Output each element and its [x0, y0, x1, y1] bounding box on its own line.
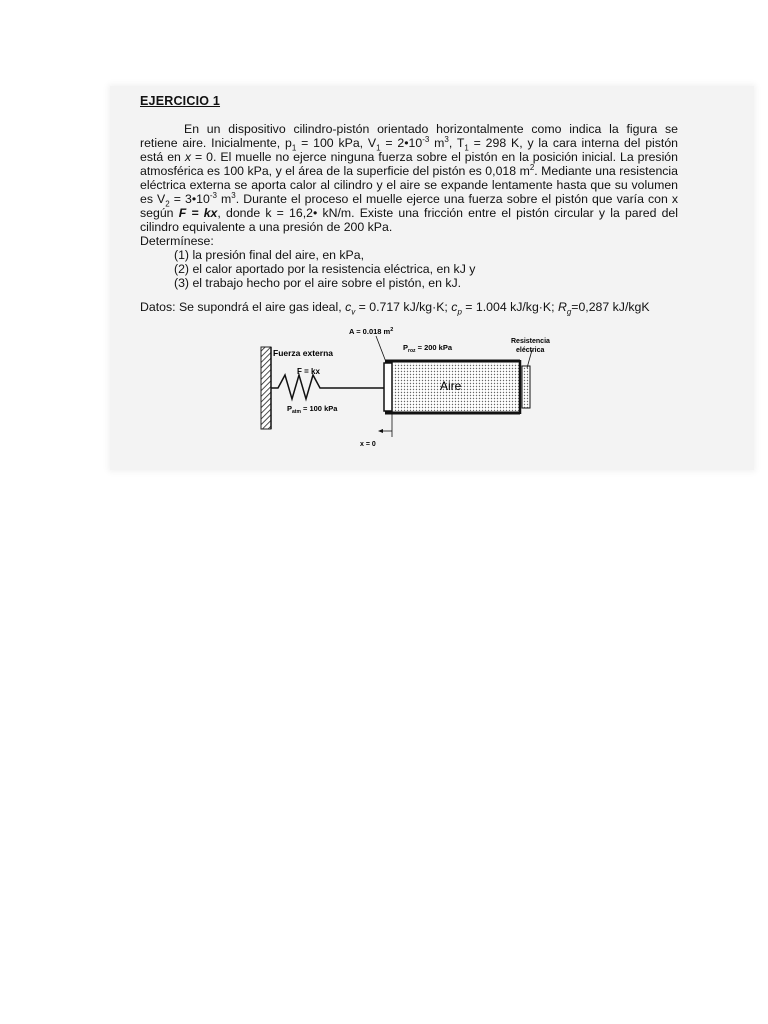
- statement-line-7: según F = kx, donde k = 16,2• kN/m. Existe una fricción entre el pistón circular y la pared del: [140, 206, 678, 220]
- statement-line-5: eléctrica externa se aporta calor al cilindro y el aire se expande lentamente hasta que su volumen: [140, 178, 678, 192]
- question-1: (1) la presión final del aire, en kPa,: [174, 248, 365, 262]
- electric-resistance: [522, 366, 530, 408]
- question-3: (3) el trabajo hecho por el aire sobre el pistón, en kJ.: [174, 276, 462, 290]
- statement-line-1: En un dispositivo cilindro-pistón orientado horizontalmente como indica la figura se: [184, 122, 678, 136]
- statement-line-3: está en x = 0. El muelle no ejerce ninguna fuerza sobre el pistón en la posición inicial. La presión: [140, 150, 678, 164]
- piston: [384, 363, 392, 411]
- data-line: Datos: Se supondrá el aire gas ideal, $c_v = 0.717$ kJ/kg·K; $c_p = 1.004$ kJ/kg·K; $R_g=0,287$ kJ/kgK: [140, 300, 650, 317]
- piston-cylinder-diagram: [250, 322, 550, 452]
- statement-line-9: Determínese:: [140, 234, 214, 248]
- exercise-title: EJERCICIO 1: [140, 94, 221, 108]
- x-direction-arrowhead: [378, 429, 383, 433]
- resistance-label-line-2: eléctrica: [516, 347, 545, 354]
- fixed-wall: [261, 347, 271, 429]
- atmospheric-pressure-label: $P_{atm} = 100$ kPa: [287, 404, 338, 415]
- external-force-label: Fuerza externa: [273, 348, 333, 358]
- area-label: A = 0.018 $m^2$: [349, 327, 394, 336]
- spring-law-label: F = kx: [297, 367, 320, 376]
- statement-line-2: retiene aire. Inicialmente, $p_1 = 100$ kPa, $V_1$ = $2•10^{-3}$ $m^3$, $T_1 = 298$ K, y la cara interna del pistón: [140, 134, 679, 153]
- statement-line-8: cilindro equivalente a una presión de 200 kPa.: [140, 220, 393, 234]
- air-label: Aire: [440, 379, 462, 393]
- x0-label: x = 0: [360, 441, 376, 448]
- area-pointer: [376, 336, 386, 362]
- resistance-label-line-1: Resistencia: [511, 338, 550, 345]
- friction-pressure-label: $P_{roz} = 200$ kPa: [403, 343, 453, 354]
- statement-line-6: es $V_2$ = $3•10^{-3}$ $m^3$. Durante el proceso el muelle ejerce una fuerza sobre el pistón que varía con x: [140, 190, 679, 209]
- statement-line-4: atmosférica es 100 kPa, y el área de la superficie del pistón es 0,018 $m^2$. Mediante una resistencia: [140, 162, 678, 178]
- question-2: (2) el calor aportado por la resistencia eléctrica, en kJ y: [174, 262, 476, 276]
- spring: [271, 375, 384, 399]
